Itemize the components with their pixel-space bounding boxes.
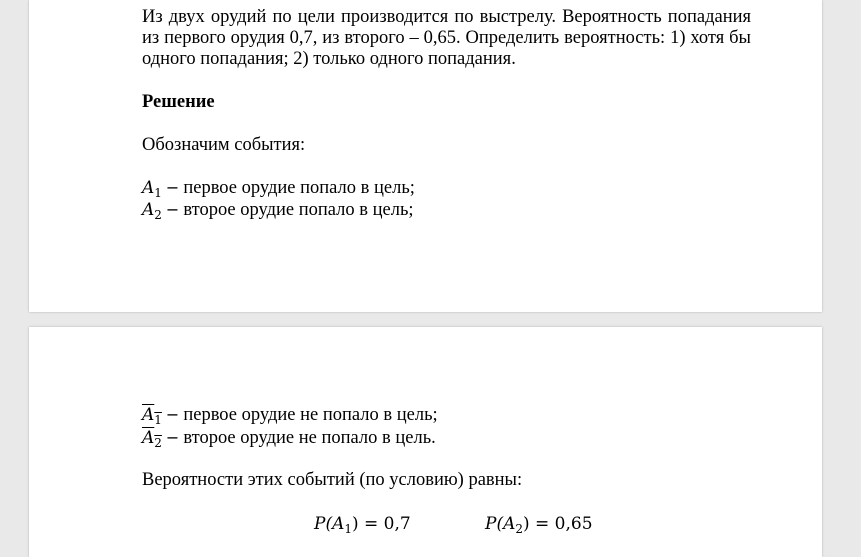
event-not-a2-text: второе орудие не попало в цель. [183, 428, 436, 448]
event-a1-text: первое орудие попало в цель; [183, 178, 415, 198]
event-a2-text: второе орудие попало в цель; [183, 200, 414, 220]
events-intro: Обозначим события: [142, 135, 306, 155]
event-not-a1-symbol: $A_1$ [142, 405, 162, 427]
solution-heading: Решение [142, 92, 215, 112]
event-not-a1-text: первое орудие не попало в цель; [183, 405, 438, 425]
event-a2 [142, 199, 414, 226]
probabilities-intro: Вероятности этих событий (по условию) равны: [142, 470, 523, 490]
event-a1-symbol: $A_1$ [142, 178, 162, 200]
formula-p-a1-value: ) = 0,7 [352, 514, 411, 534]
document-page-1 [29, 0, 822, 312]
event-not-a2-dash: − [165, 428, 180, 447]
event-a2-symbol: $A_2$ [142, 200, 162, 222]
problem-statement [142, 7, 751, 70]
document-page-2 [29, 327, 822, 557]
problem-text: Из двух орудий по цели производится по выстрелу. Вероятность попадания из первого орудия 0,7, из второго – 0,65. Определить вероятность: 1) хотя бы одного попадания; 2) только одного попадания. [142, 7, 751, 69]
formula-p-a1-expr: $P(A_1$ [314, 514, 352, 536]
event-a1-dash: − [165, 178, 180, 197]
formula-p-a2 [485, 514, 593, 536]
formula-p-a2-value: ) = 0,65 [523, 514, 593, 534]
formula-p-a1 [314, 514, 411, 536]
event-not-a1-dash: − [165, 405, 180, 424]
event-not-a2 [142, 427, 436, 454]
event-not-a2-symbol: $A_2$ [142, 428, 162, 450]
event-a2-dash: − [165, 200, 180, 219]
formula-p-a2-expr: $P(A_2$ [485, 514, 523, 536]
